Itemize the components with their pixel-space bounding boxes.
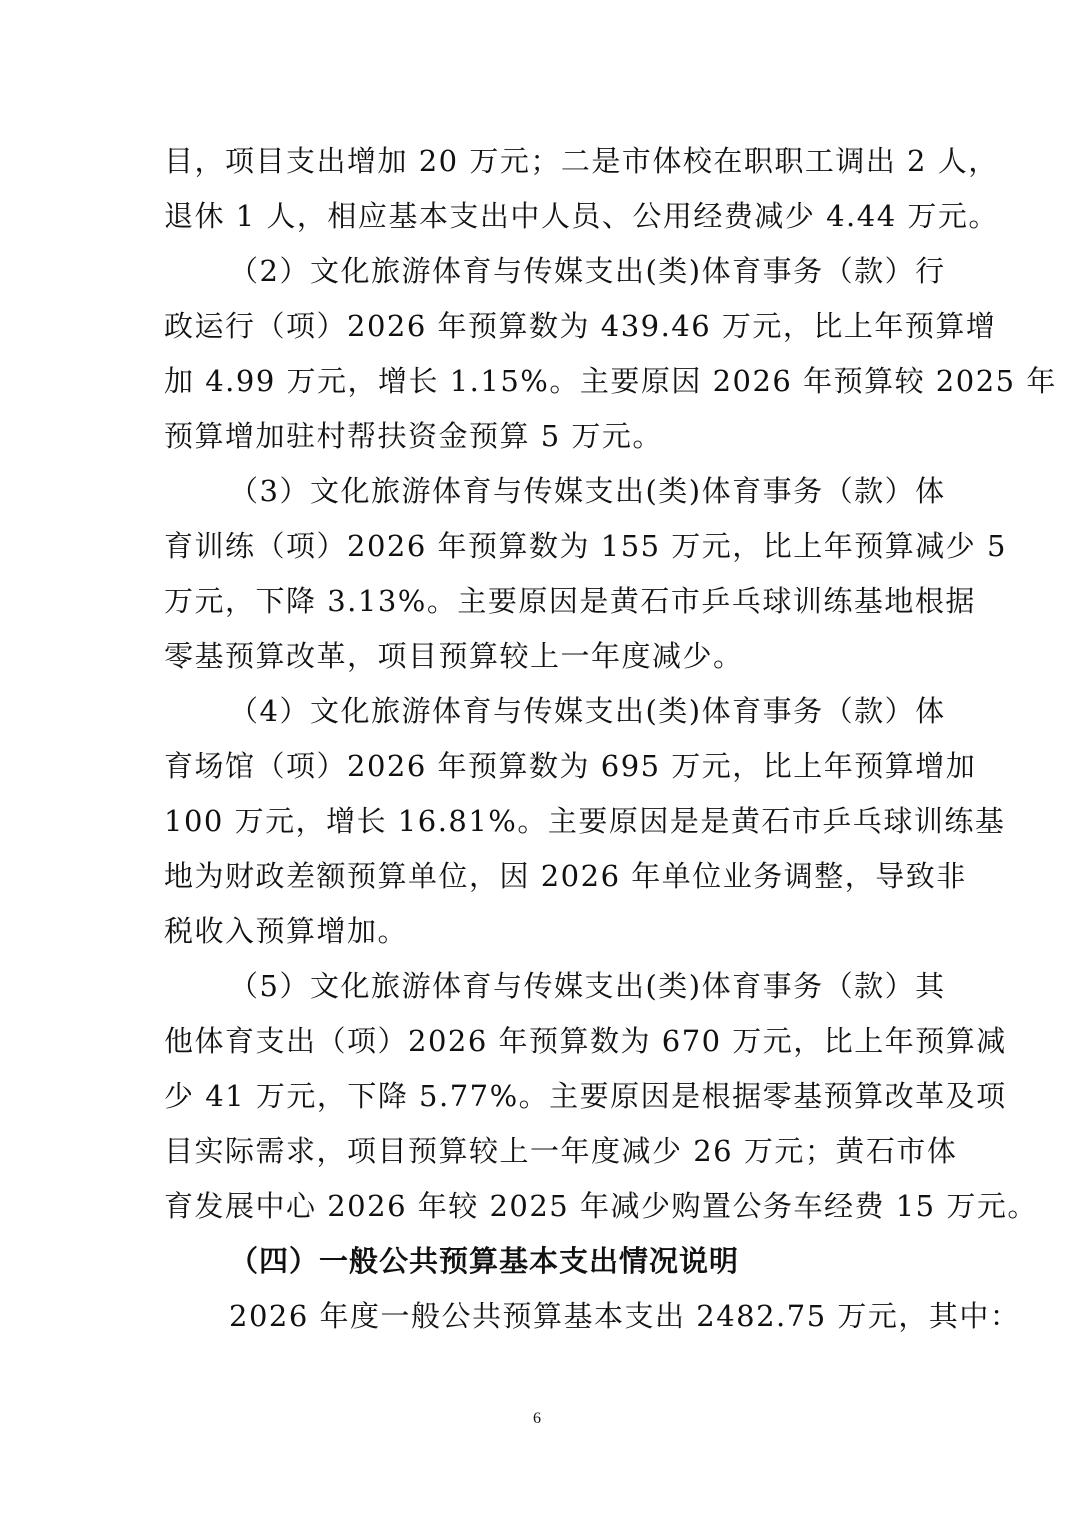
paragraph-3-line-3: 万元，下降 3.13%。主要原因是黄石市乒乓球训练基地根据 [164, 584, 976, 618]
text-line-1: 目，项目支出增加 20 万元；二是市体校在职职工调出 2 人， [164, 144, 999, 178]
section-heading: （四）一般公共预算基本支出情况说明 [229, 1244, 740, 1278]
summary-line: 2026 年度一般公共预算基本支出 2482.75 万元，其中： [229, 1299, 1021, 1333]
paragraph-5-line-2: 他体育支出（项）2026 年预算数为 670 万元，比上年预算减 [164, 1024, 1007, 1058]
paragraph-4-line-3: 100 万元，增长 16.81%。主要原因是是黄石市乒乓球训练基 [164, 804, 1006, 838]
paragraph-4-line-2: 育场馆（项）2026 年预算数为 695 万元，比上年预算增加 [164, 749, 977, 783]
page-number: 6 [533, 1410, 541, 1427]
paragraph-2-line-4: 预算增加驻村帮扶资金预算 5 万元。 [164, 419, 663, 453]
paragraph-4-line-5: 税收入预算增加。 [164, 914, 409, 948]
paragraph-4-line-1: （4）文化旅游体育与传媒支出(类)体育事务（款）体 [229, 694, 946, 728]
paragraph-5-line-4: 目实际需求，项目预算较上一年度减少 26 万元；黄石市体 [164, 1134, 958, 1168]
paragraph-3-line-2: 育训练（项）2026 年预算数为 155 万元，比上年预算减少 5 [164, 529, 1007, 563]
text-line-2: 退休 1 人，相应基本支出中人员、公用经费减少 4.44 万元。 [164, 199, 999, 233]
paragraph-5-line-5: 育发展中心 2026 年较 2025 年减少购置公务车经费 15 万元。 [164, 1189, 1038, 1223]
paragraph-2-line-3: 加 4.99 万元，增长 1.15%。主要原因 2026 年预算较 2025 年 [164, 364, 1057, 398]
paragraph-2-line-1: （2）文化旅游体育与传媒支出(类)体育事务（款）行 [229, 254, 946, 288]
paragraph-2-line-2: 政运行（项）2026 年预算数为 439.46 万元，比上年预算增 [164, 309, 997, 343]
paragraph-5-line-3: 少 41 万元，下降 5.77%。主要原因是根据零基预算改革及项 [164, 1079, 1007, 1113]
paragraph-3-line-1: （3）文化旅游体育与传媒支出(类)体育事务（款）体 [229, 474, 946, 508]
paragraph-5-line-1: （5）文化旅游体育与传媒支出(类)体育事务（款）其 [229, 969, 946, 1003]
paragraph-4-line-4: 地为财政差额预算单位，因 2026 年单位业务调整，导致非 [164, 859, 967, 893]
paragraph-3-line-4: 零基预算改革，项目预算较上一年度减少。 [164, 639, 744, 673]
